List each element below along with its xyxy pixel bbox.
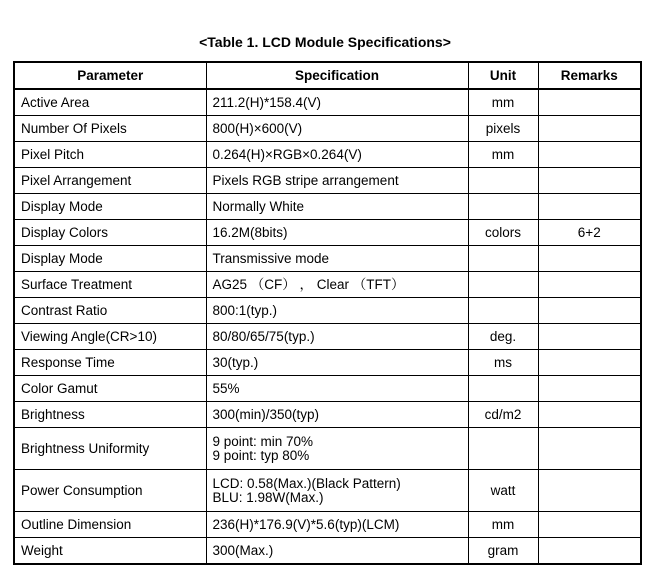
specification-line: 16.2M(8bits) bbox=[212, 224, 288, 240]
cell-remarks bbox=[538, 350, 641, 376]
header-parameter: Parameter bbox=[14, 62, 206, 89]
cell-unit bbox=[468, 246, 538, 272]
cell-unit bbox=[468, 168, 538, 194]
cell-specification bbox=[206, 220, 468, 246]
cell-parameter: Contrast Ratio bbox=[14, 298, 206, 324]
specification-line: Normally White bbox=[212, 198, 305, 214]
specification-line: 236(H)*176.9(V)*5.6(typ)(LCM) bbox=[212, 516, 400, 532]
cell-parameter: Brightness Uniformity bbox=[14, 428, 206, 470]
table-row bbox=[14, 220, 641, 246]
cell-remarks bbox=[538, 324, 641, 350]
table-header-row bbox=[14, 62, 641, 89]
table-caption: <Table 1. LCD Module Specifications> bbox=[199, 34, 451, 50]
cell-remarks: 6+2 bbox=[538, 220, 641, 246]
cell-parameter: Number Of Pixels bbox=[14, 116, 206, 142]
cell-specification bbox=[206, 272, 468, 298]
specification-line: BLU: 1.98W(Max.) bbox=[212, 489, 324, 505]
table-row bbox=[14, 246, 641, 272]
table-row bbox=[14, 272, 641, 298]
cell-parameter: Power Consumption bbox=[14, 470, 206, 512]
cell-remarks bbox=[538, 142, 641, 168]
cell-parameter: Outline Dimension bbox=[14, 512, 206, 538]
cell-remarks bbox=[538, 168, 641, 194]
cell-unit: mm bbox=[468, 89, 538, 116]
specification-line: 9 point: min 70% bbox=[212, 433, 314, 449]
cell-parameter: Brightness bbox=[14, 402, 206, 428]
cell-specification bbox=[206, 350, 468, 376]
cell-unit bbox=[468, 298, 538, 324]
cell-remarks bbox=[538, 512, 641, 538]
lcd-spec-table bbox=[13, 61, 642, 565]
cell-unit bbox=[468, 194, 538, 220]
cell-remarks bbox=[538, 89, 641, 116]
cell-unit: mm bbox=[468, 512, 538, 538]
cell-unit: mm bbox=[468, 142, 538, 168]
specification-line: 800(H)×600(V) bbox=[212, 120, 303, 136]
cell-remarks bbox=[538, 116, 641, 142]
cell-parameter: Pixel Pitch bbox=[14, 142, 206, 168]
cell-remarks bbox=[538, 298, 641, 324]
specification-line: 0.264(H)×RGB×0.264(V) bbox=[212, 146, 362, 162]
cell-specification bbox=[206, 428, 468, 470]
cell-specification bbox=[206, 538, 468, 565]
specification-line: 300(Max.) bbox=[212, 542, 274, 558]
cell-remarks bbox=[538, 194, 641, 220]
cell-unit bbox=[468, 272, 538, 298]
specification-line: 211.2(H)*158.4(V) bbox=[212, 94, 322, 110]
cell-unit: colors bbox=[468, 220, 538, 246]
specification-line: 800:1(typ.) bbox=[212, 302, 278, 318]
specification-line: LCD: 0.58(Max.)(Black Pattern) bbox=[212, 475, 401, 491]
specification-line: 30(typ.) bbox=[212, 354, 259, 370]
cell-parameter: Display Colors bbox=[14, 220, 206, 246]
cell-parameter: Active Area bbox=[14, 89, 206, 116]
table-row bbox=[14, 142, 641, 168]
specification-line: 300(min)/350(typ) bbox=[212, 406, 320, 422]
cell-unit: deg. bbox=[468, 324, 538, 350]
cell-unit bbox=[468, 376, 538, 402]
cell-parameter: Viewing Angle(CR>10) bbox=[14, 324, 206, 350]
table-row bbox=[14, 89, 641, 116]
cell-specification bbox=[206, 142, 468, 168]
table-row bbox=[14, 324, 641, 350]
cell-specification bbox=[206, 298, 468, 324]
table-row bbox=[14, 376, 641, 402]
cell-remarks bbox=[538, 246, 641, 272]
cell-parameter: Pixel Arrangement bbox=[14, 168, 206, 194]
cell-specification bbox=[206, 324, 468, 350]
cell-unit bbox=[468, 428, 538, 470]
cell-unit: cd/m2 bbox=[468, 402, 538, 428]
cell-parameter: Color Gamut bbox=[14, 376, 206, 402]
cell-specification bbox=[206, 470, 468, 512]
table-row bbox=[14, 168, 641, 194]
cell-parameter: Weight bbox=[14, 538, 206, 565]
specification-line: 9 point: typ 80% bbox=[212, 447, 310, 463]
table-row bbox=[14, 428, 641, 470]
specification-line: Pixels RGB stripe arrangement bbox=[212, 172, 399, 188]
cell-specification bbox=[206, 246, 468, 272]
header-specification: Specification bbox=[206, 62, 468, 89]
table-row bbox=[14, 470, 641, 512]
cell-specification bbox=[206, 89, 468, 116]
header-remarks: Remarks bbox=[538, 62, 641, 89]
specification-line: 55% bbox=[212, 380, 240, 396]
table-row bbox=[14, 512, 641, 538]
cell-specification bbox=[206, 512, 468, 538]
cell-unit: gram bbox=[468, 538, 538, 565]
cell-remarks bbox=[538, 272, 641, 298]
cell-parameter: Response Time bbox=[14, 350, 206, 376]
cell-remarks bbox=[538, 428, 641, 470]
cell-remarks bbox=[538, 538, 641, 565]
specification-line: Transmissive mode bbox=[212, 250, 330, 266]
cell-unit: pixels bbox=[468, 116, 538, 142]
cell-specification bbox=[206, 168, 468, 194]
specification-line: AG25 （CF） ， Clear （TFT） bbox=[212, 276, 405, 292]
cell-specification bbox=[206, 402, 468, 428]
table-row bbox=[14, 298, 641, 324]
header-unit: Unit bbox=[468, 62, 538, 89]
cell-parameter: Surface Treatment bbox=[14, 272, 206, 298]
table-row bbox=[14, 194, 641, 220]
cell-parameter: Display Mode bbox=[14, 194, 206, 220]
cell-remarks bbox=[538, 470, 641, 512]
cell-specification bbox=[206, 376, 468, 402]
cell-specification bbox=[206, 194, 468, 220]
cell-unit: watt bbox=[468, 470, 538, 512]
specification-line: 80/80/65/75(typ.) bbox=[212, 328, 315, 344]
table-row bbox=[14, 350, 641, 376]
table-body bbox=[14, 89, 641, 564]
table-row bbox=[14, 402, 641, 428]
cell-parameter: Display Mode bbox=[14, 246, 206, 272]
cell-specification bbox=[206, 116, 468, 142]
cell-unit: ms bbox=[468, 350, 538, 376]
cell-remarks bbox=[538, 402, 641, 428]
cell-remarks bbox=[538, 376, 641, 402]
table-row bbox=[14, 116, 641, 142]
table-row bbox=[14, 538, 641, 565]
